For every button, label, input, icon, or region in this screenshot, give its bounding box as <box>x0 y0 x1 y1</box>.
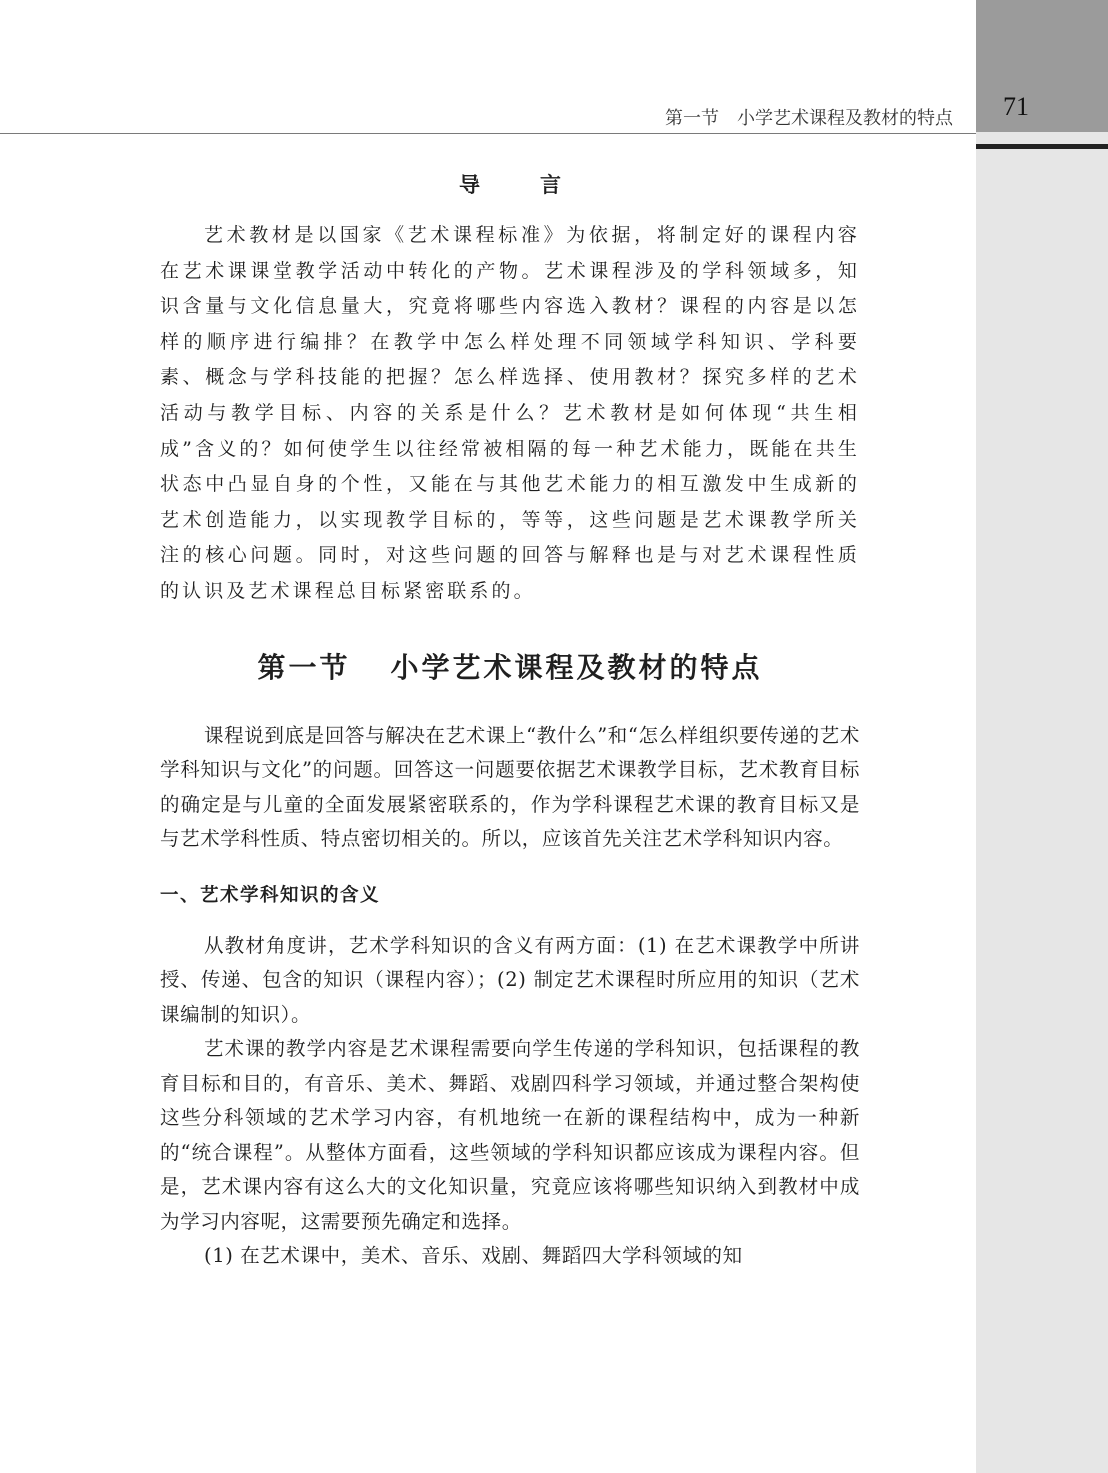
header-divider <box>0 133 976 134</box>
body-paragraph-4: (1) 在艺术课中，美术、音乐、戏剧、舞蹈四大学科领域的知 <box>204 1244 743 1268</box>
body-paragraph-3: 艺术课的教学内容是艺术课程需要向学生传递的学科知识，包括课程的教育目标和目的，有音乐、美术、舞蹈、戏剧四科学习领域，并通过整合架构使这些分科领域的艺术学习内容，有机地统一在新的课程结构中，成为一种新的“统合课程”。从整体方面看，这些领域的学科知识都应该成为课程内容。但是，艺术课内容有这么大的文化知识量，究竟应该将哪些知识纳入到教材中成为学习内容呢，这需要预先确定和选择。 <box>160 1037 860 1233</box>
section-number: 第一节 <box>257 650 351 684</box>
intro-title-part2: 言 <box>540 173 561 197</box>
intro-title <box>160 170 860 200</box>
body-paragraph-2: 从教材角度讲，艺术学科知识的含义有两方面：(1) 在艺术课教学中所讲授、传递、包含的知识（课程内容）；(2) 制定艺术课程时所应用的知识（艺术课编制的知识）。 <box>160 933 860 1026</box>
intro-title-part1: 导 <box>459 173 480 197</box>
section-body <box>160 719 860 1274</box>
section-title-text: 小学艺术课程及教材的特点 <box>390 650 763 684</box>
tab-rule <box>976 144 1108 149</box>
section-title <box>160 646 860 686</box>
intro-paragraph: 艺术教材是以国家《艺术课程标准》为依据，将制定好的课程内容在艺术课课堂教学活动中转化的产物。艺术课程涉及的学科领域多，知识含量与文化信息量大，究竟将哪些内容选入教材？课程的内容是以怎样的顺序进行编排？在教学中怎么样处理不同领域学科知识、学科要素、概念与学科技能的把握？怎么样选择、使用教材？探究多样的艺术活动与教学目标、内容的关系是什么？艺术教材是如何体现“共生相成”含义的？如何使学生以往经常被相隔的每一种艺术能力，既能在共生状态中凸显自身的个性，又能在与其他艺术能力的相互激发中生成新的艺术创造能力，以实现教学目标的，等等，这些问题是艺术课教学所关注的核心问题。同时，对这些问题的回答与解释也是与对艺术课程性质的认识及艺术课程总目标紧密联系的。 <box>160 224 860 602</box>
intro-section <box>160 170 860 610</box>
body-paragraph-1: 课程说到底是回答与解决在艺术课上“教什么”和“怎么样组织要传递的艺术学科知识与文化”的问题。回答这一问题要依据艺术课教学目标，艺术教育目标的确定是与儿童的全面发展紧密联系的，作为学科课程艺术课的教育目标又是与艺术学科性质、特点密切相关的。所以，应该首先关注艺术学科知识内容。 <box>160 723 860 851</box>
subheading: 一、艺术学科知识的含义 <box>160 884 381 906</box>
running-head: 第一节 小学艺术课程及教材的特点 <box>665 108 953 129</box>
page-side-strip <box>976 0 1108 1473</box>
page-number: 71 <box>1003 92 1029 121</box>
page-content <box>160 170 860 1274</box>
